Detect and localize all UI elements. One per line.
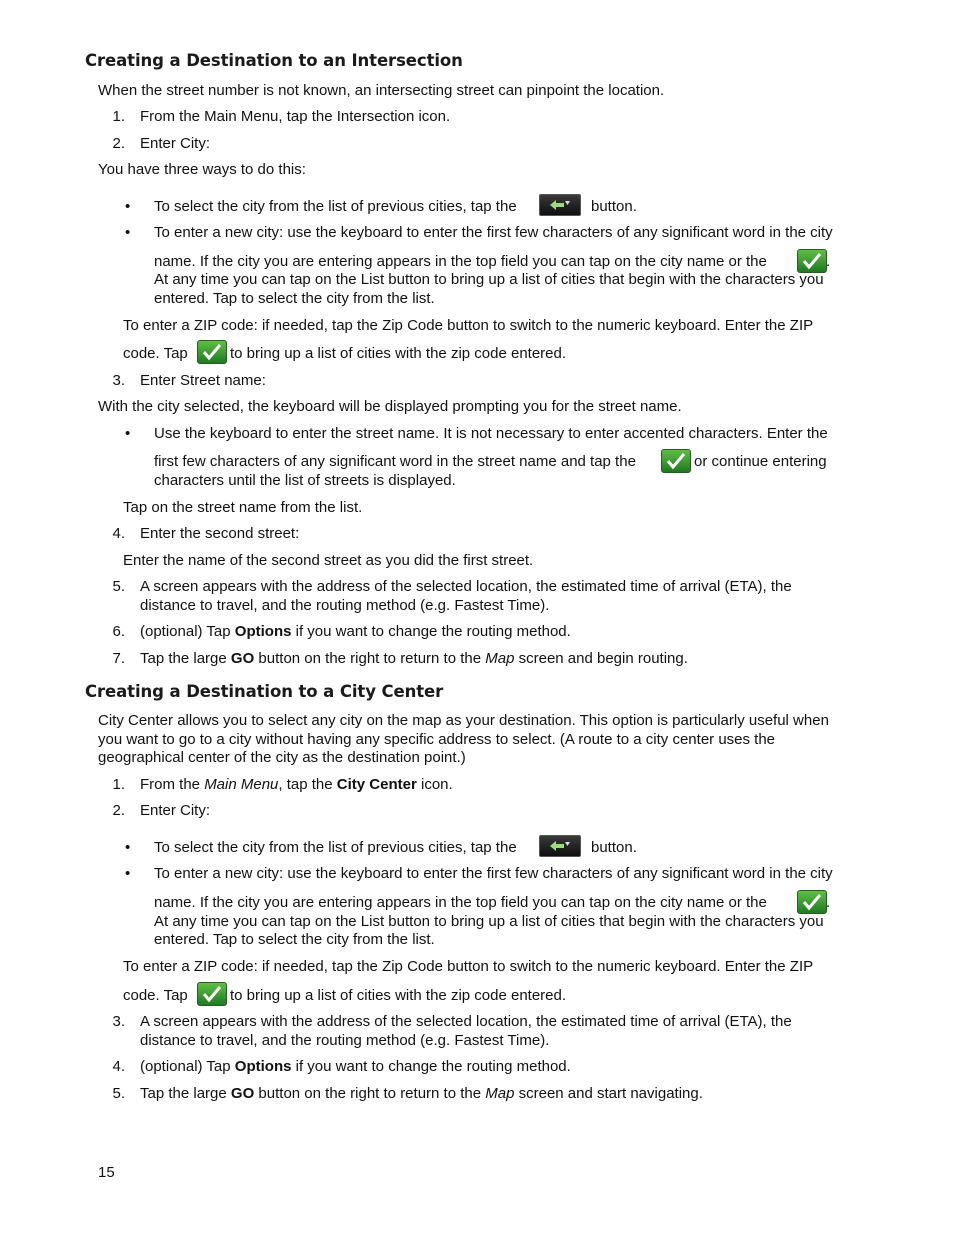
zip-text: code. Tap <box>123 987 188 1004</box>
step-text <box>140 650 688 668</box>
zip-text: code. Tap <box>123 345 188 362</box>
text-part: icon. <box>420 776 453 793</box>
text-part: if you want to change the routing method. <box>295 623 571 640</box>
bullet-text: entered. Tap to select the city from the list. <box>154 290 435 307</box>
bullet-text: To enter a new city: use the keyboard to enter the first few characters of any significant word in the city <box>154 224 833 241</box>
step-number: 4. <box>112 1058 125 1075</box>
text-part: screen and begin routing. <box>518 650 688 667</box>
step-number: 7. <box>112 650 125 667</box>
bullet-text-part: . <box>826 253 831 270</box>
step-text: distance to travel, and the routing method (e.g. Fastest Time). <box>140 597 550 614</box>
step-number: 1. <box>112 108 125 125</box>
section-heading-city-center: Creating a Destination to a City Center <box>85 682 444 701</box>
bullet-text-part: button. <box>591 198 637 215</box>
go-label: GO <box>230 650 255 667</box>
bullet: • <box>125 224 131 241</box>
bullet-text: first few characters of any significant word in the street name and tap the <box>154 453 636 470</box>
bullet: • <box>125 839 131 856</box>
bullet-text: name. If the city you are entering appears in the top field you can tap on the city name or the <box>154 894 767 911</box>
step-number: 2. <box>112 802 125 819</box>
step-text: A screen appears with the address of the selected location, the estimated time of arrival (ETA), the <box>140 1013 792 1030</box>
body-text: You have three ways to do this: <box>98 161 306 178</box>
text-part: screen and start navigating. <box>518 1085 703 1102</box>
bullet-text: characters until the list of streets is displayed. <box>154 472 456 489</box>
options-label: Options <box>234 623 292 640</box>
step-text <box>140 776 453 794</box>
green-checkmark-icon <box>197 340 227 364</box>
intro-text: geographical center of the city as the destination point.) <box>98 749 466 766</box>
map-label: Map <box>485 650 515 667</box>
go-label: GO <box>230 1085 255 1102</box>
text-part: From the <box>140 776 201 793</box>
bullet-text: entered. Tap to select the city from the list. <box>154 931 435 948</box>
step-number: 2. <box>112 135 125 152</box>
bullet-text: To select the city from the list of previous cities, tap the <box>154 839 517 856</box>
bullet-text <box>154 198 517 216</box>
step-text: A screen appears with the address of the selected location, the estimated time of arrival (ETA), the <box>140 578 792 595</box>
step-text <box>140 623 571 641</box>
body-text: Tap on the street name from the list. <box>123 499 363 516</box>
checkmark-button <box>661 449 691 473</box>
text-part: , tap the <box>278 776 333 793</box>
text-part: (optional) Tap <box>140 623 231 640</box>
step-number: 3. <box>112 372 125 389</box>
step-number: 6. <box>112 623 125 640</box>
bullet-text: Use the keyboard to enter the street name. It is not necessary to enter accented characters. Enter the <box>154 425 828 442</box>
step-number: 3. <box>112 1013 125 1030</box>
bullet: • <box>125 198 131 215</box>
bullet-text: At any time you can tap on the List button to bring up a list of cities that begin with the characters you <box>154 271 824 288</box>
step-text: Enter the second street: <box>140 525 300 542</box>
city-center-label: City Center <box>336 776 417 793</box>
bullet-text: name. If the city you are entering appears in the top field you can tap on the city name or the <box>154 253 767 270</box>
bullet-text: To enter a new city: use the keyboard to enter the first few characters of any significant word in the city <box>154 865 833 882</box>
back-arrow-icon <box>539 835 581 857</box>
intro-text: When the street number is not known, an intersecting street can pinpoint the location. <box>98 82 665 99</box>
bullet-text-part: or continue entering <box>694 453 827 470</box>
checkmark-button <box>197 982 227 1006</box>
back-arrow-icon <box>539 194 581 216</box>
step-text: From the Main Menu, tap the Intersection icon. <box>140 108 451 125</box>
zip-text: To enter a ZIP code: if needed, tap the Zip Code button to switch to the numeric keyboard. Enter the ZIP <box>123 317 814 334</box>
green-checkmark-icon <box>197 982 227 1006</box>
step-text: distance to travel, and the routing method (e.g. Fastest Time). <box>140 1032 550 1049</box>
step-number: 5. <box>112 578 125 595</box>
step-text: Enter Street name: <box>140 372 266 389</box>
green-checkmark-icon <box>797 890 827 914</box>
step-text <box>140 1058 571 1076</box>
section-heading-intersection: Creating a Destination to an Intersection <box>85 51 463 70</box>
step-number: 4. <box>112 525 125 542</box>
step-text: Enter City: <box>140 802 211 819</box>
bullet-text-part: button. <box>591 839 637 856</box>
intro-text: you want to go to a city without having any specific address to select. (A route to a city center uses the <box>98 731 776 748</box>
body-text: With the city selected, the keyboard will be displayed prompting you for the street name. <box>98 398 682 415</box>
text-part: Tap the large <box>140 650 227 667</box>
step-text: Enter City: <box>140 135 211 152</box>
text-part: (optional) Tap <box>140 1058 231 1075</box>
checkmark-button <box>197 340 227 364</box>
text-part: button on the right to return to the <box>258 650 482 667</box>
main-menu-label: Main Menu <box>204 776 279 793</box>
intro-text: City Center allows you to select any city on the map as your destination. This option is particularly useful when <box>98 712 829 729</box>
zip-text: to bring up a list of cities with the zip code entered. <box>230 987 567 1004</box>
step-text <box>140 1085 703 1103</box>
bullet-text-part: . <box>826 894 831 911</box>
options-label: Options <box>234 1058 292 1075</box>
bullet: • <box>125 425 131 442</box>
step-number: 5. <box>112 1085 125 1102</box>
text-part: Tap the large <box>140 1085 227 1102</box>
text-part: button on the right to return to the <box>258 1085 482 1102</box>
green-checkmark-icon <box>661 449 691 473</box>
text-part: if you want to change the routing method. <box>295 1058 571 1075</box>
previous-cities-button <box>539 194 581 216</box>
bullet-text-part: To select the city from the list of previous cities, tap the <box>154 198 517 215</box>
zip-text: To enter a ZIP code: if needed, tap the Zip Code button to switch to the numeric keyboard. Enter the ZIP <box>123 958 814 975</box>
green-checkmark-icon <box>797 249 827 273</box>
bullet: • <box>125 865 131 882</box>
step-number: 1. <box>112 776 125 793</box>
checkmark-button <box>797 890 827 914</box>
zip-text: to bring up a list of cities with the zip code entered. <box>230 345 567 362</box>
previous-cities-button <box>539 835 581 857</box>
page-number: 15 <box>98 1164 115 1181</box>
map-label: Map <box>485 1085 515 1102</box>
checkmark-button <box>797 249 827 273</box>
body-text: Enter the name of the second street as you did the first street. <box>123 552 534 569</box>
bullet-text: At any time you can tap on the List button to bring up a list of cities that begin with the characters you <box>154 913 824 930</box>
